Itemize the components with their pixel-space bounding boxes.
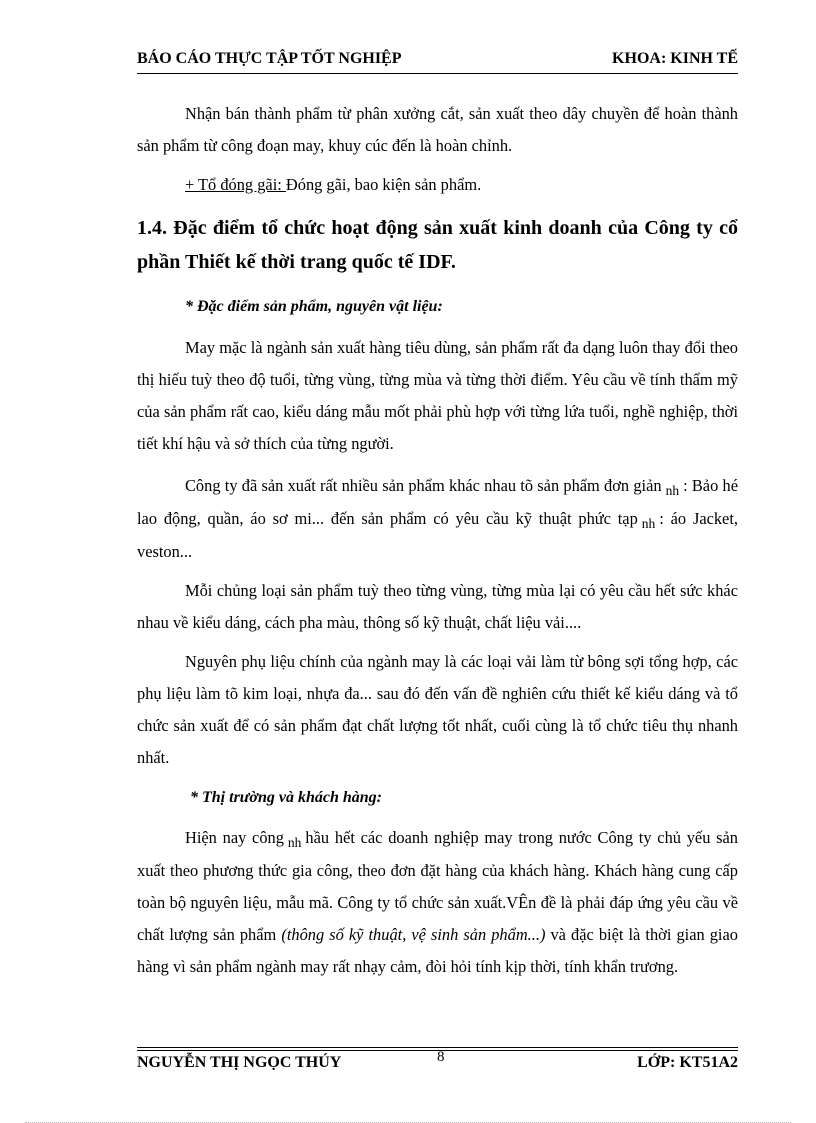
page-footer <box>137 1049 738 1074</box>
paragraph-6: Nguyên phụ liệu chính của ngành may là các loại vải làm từ bông sợi tổng hợp, các phụ liệu làm tõ kim loại, nhựa đa... sau đó đến vấn đề nghiên cứu thiết kế kiểu dáng và tổ chức sản xuất để có sản phẩm đạt chất lượng tốt nhất, cuối cùng là tổ chức tiêu thụ nhanh nhất. <box>137 652 738 767</box>
team-label: + Tổ đóng gãi: <box>185 175 286 194</box>
page-number: 8 <box>437 1049 445 1065</box>
header-title: BÁO CÁO THỰC TẬP TỐT NGHIỆP <box>137 50 402 67</box>
paragraph-4: Công ty đã sản xuất rất nhiều sản phẩm khác nhau tõ sản phẩm đơn giản $_{nh}$ : Bảo hé lao động, quần, áo sơ mi... đến sản phẩm có yêu cầu kỹ thuật phức tạp $_{nh}$ : áo Jacket, veston... <box>137 476 738 561</box>
paragraph-7: Hiện nay công $_{nh}$ hầu hết các doanh nghiệp may trong nước Công ty chủ yếu sản xuất theo phương thức gia công, theo đơn đặt hàng của khách hàng. Khách hàng cung cấp toàn bộ nguyên liệu, mẫu mã. Công ty tổ chức sản xuất.VÊn đề là phải đáp ứng yêu cầu về chất lượng sản phẩm (thông số kỹ thuật, vệ sinh sản phẩm...) và đặc biệt là thời gian giao hàng vì sản phẩm ngành may rất nhạy cảm, đòi hỏi tính kịp thời, tính khẩn trương. <box>137 828 739 976</box>
paragraph-1: Nhận bán thành phẩm từ phân xưởng cắt, sản xuất theo dây chuyền để hoàn thành sản phẩm từ công đoạn may, khuy cúc đến là hoàn chỉnh. <box>137 104 738 155</box>
paragraph-2: + Tổ đóng gãi: Đóng gãi, bao kiện sản phẩm. <box>185 175 482 194</box>
footer-rule-top <box>137 1047 738 1048</box>
paragraph-5: Mỗi chủng loại sản phẩm tuỳ theo từng vùng, từng mùa lại có yêu cầu hết sức khác nhau về kiểu dáng, cách pha màu, thông số kỹ thuật, chất liệu vải.... <box>137 581 738 632</box>
header-department: KHOA: KINH TẾ <box>612 50 738 67</box>
header-rule <box>137 73 738 74</box>
subheading-products: * Đặc điểm sản phẩm, nguyên vật liệu: <box>185 298 443 315</box>
subheading-market: * Thị trường và khách hàng: <box>190 789 382 806</box>
page-header <box>137 50 738 72</box>
paragraph-3: May mặc là ngành sản xuất hàng tiêu dùng, sản phẩm rất đa dạng luôn thay đổi theo thị hiếu tuỳ theo độ tuổi, từng vùng, từng mùa và từng thời điểm. Yêu cầu về tính thẩm mỹ của sản phẩm rất cao, kiểu dáng mẫu mốt phải phù hợp với từng lứa tuổi, nghề nghiệp, thời tiết khí hậu và sở thích của từng người. <box>137 338 738 453</box>
section-heading: 1.4. Đặc điểm tổ chức hoạt động sản xuất kinh doanh của Công ty cổ phần Thiết kế thời trang quốc tế IDF. <box>137 217 738 273</box>
footer-class: LỚP: KT51A2 <box>637 1054 738 1071</box>
footer-author: NGUYỄN THỊ NGỌC THÚY <box>137 1054 342 1071</box>
